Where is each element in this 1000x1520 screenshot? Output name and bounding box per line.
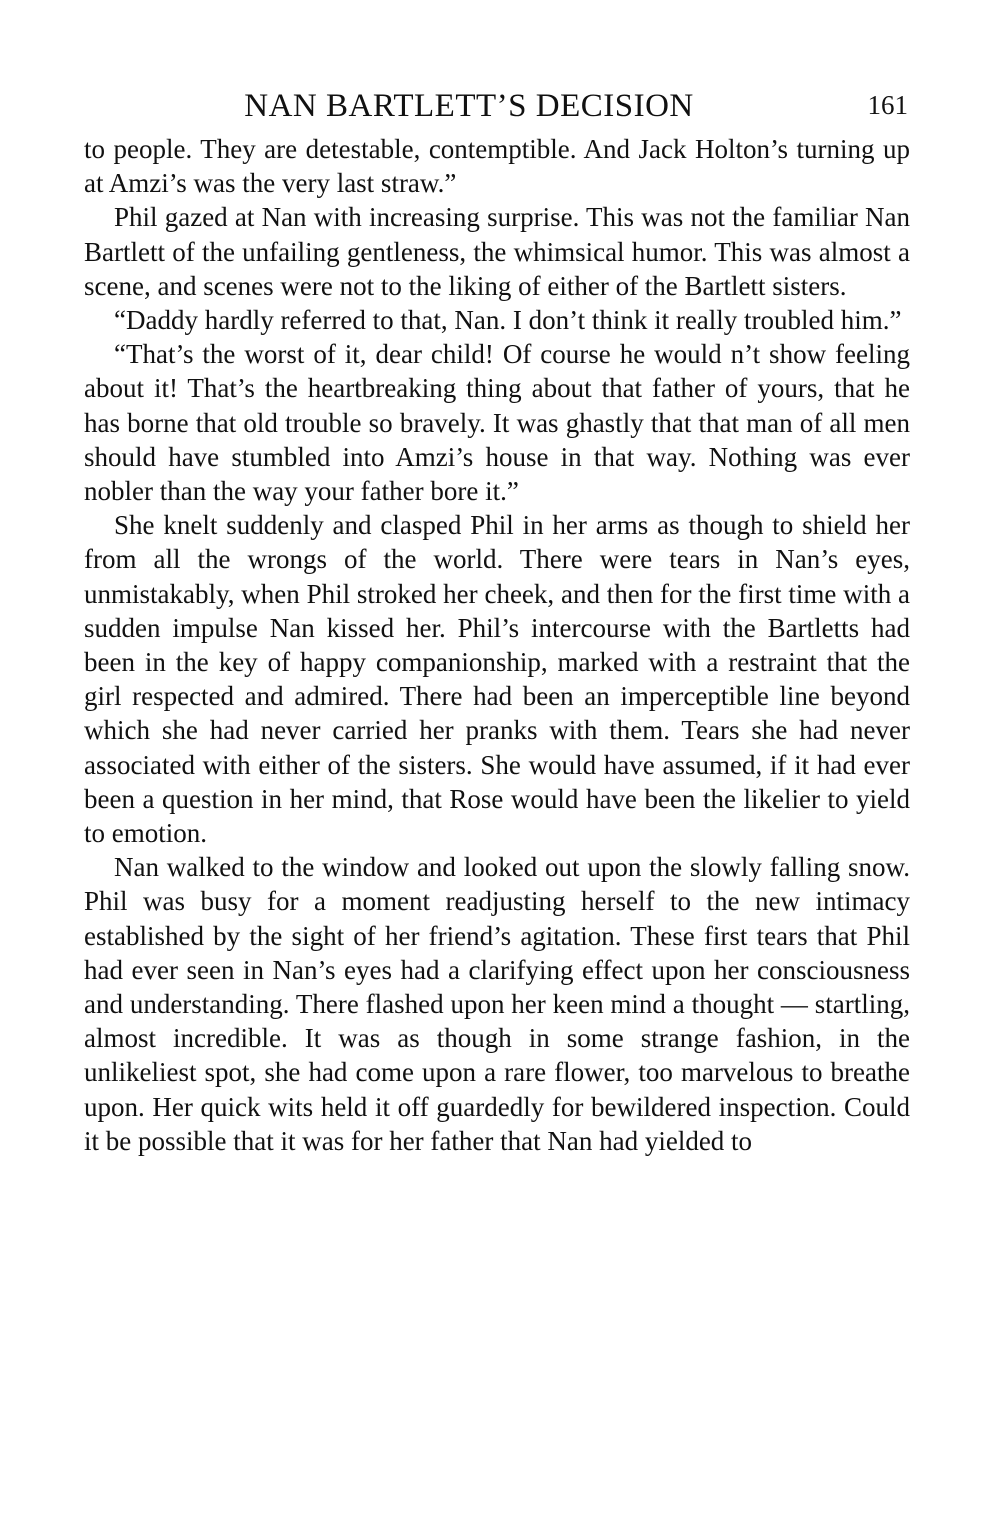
paragraph: “That’s the worst of it, dear child! Of course he would n’t show feeling about it! That’s the heartbreaking thing about that father of yours, that he has borne that old trouble so bravely. It was ghastly that that man of all men should have stumbled into Amzi’s house in that way. Nothing was ever nobler than the way your father bore it.” [84, 339, 910, 507]
book-page [84, 86, 910, 1158]
paragraph: She knelt suddenly and clasped Phil in her arms as though to shield her from all the wrongs of the world. There were tears in Nan’s eyes, unmistakably, when Phil stroked her cheek, and then for the first time with a sudden impulse Nan kissed her. Phil’s intercourse with the Bartletts had been in the key of happy companionship, marked with a restraint that the girl respected and admired. There had been an imperceptible line beyond which she had never carried her pranks with them. Tears she had never associated with either of the sisters. She would have assumed, if it had ever been a question in her mind, that Rose would have been the likelier to yield to emotion. [84, 510, 910, 849]
paragraph: Nan walked to the window and looked out upon the slowly falling snow. Phil was busy for a moment readjusting herself to the new intimacy established by the sight of her friend’s agitation. These first tears that Phil had ever seen in Nan’s eyes had a clarifying effect upon her consciousness and understanding. There flashed upon her keen mind a thought — startling, almost incredible. It was as though in some strange fashion, in the unlikeliest spot, she had come upon a rare flower, too marvelous to breathe upon. Her quick wits held it off guardedly for bewildered inspection. Could it be possible that it was for her father that Nan had yielded to [84, 852, 910, 1156]
paragraph: “Daddy hardly referred to that, Nan. I don’t think it really troubled him.” [114, 305, 902, 336]
running-title: NAN BARTLETT’S DECISION [244, 88, 694, 124]
body-text [84, 132, 910, 1158]
paragraph-continued: to people. They are detestable, contemptible. And Jack Holton’s turning up at Amzi’s was the very last straw.” [84, 134, 910, 199]
paragraph: Phil gazed at Nan with increasing surprise. This was not the familiar Nan Bartlett of the unfailing gentleness, the whimsical humor. This was almost a scene, and scenes were not to the liking of either of the Bartlett sisters. [84, 202, 910, 301]
page-header [84, 86, 910, 130]
page-number: 161 [867, 90, 908, 120]
